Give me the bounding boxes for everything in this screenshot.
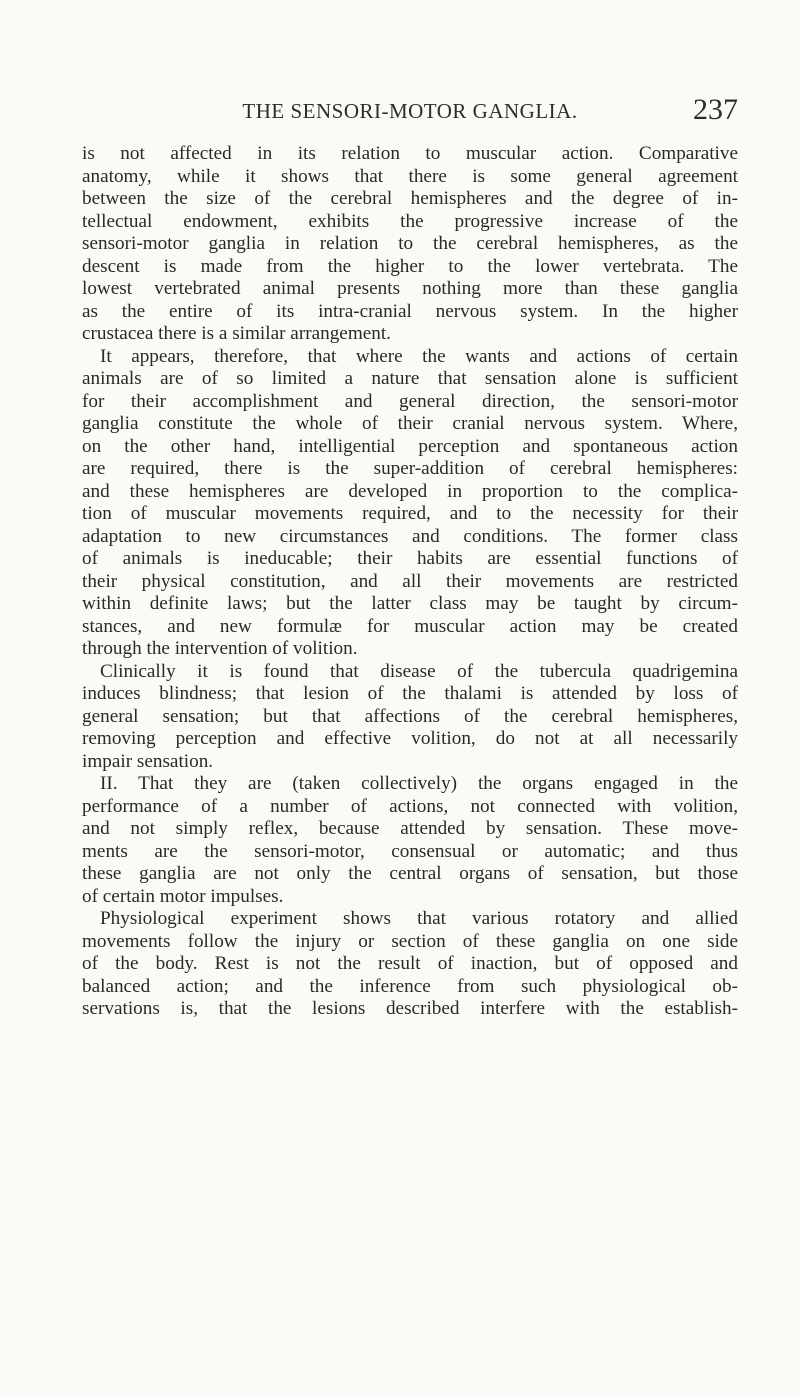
text-line: through the intervention of volition. (82, 638, 358, 659)
text-line: are required, there is the super-addition of cerebral hemispheres: (82, 458, 738, 479)
text-line: is not affected in its relation to muscular action. Comparative (82, 143, 738, 164)
text-line: balanced action; and the inference from such physiological ob- (82, 975, 738, 997)
text-line: performance of a number of actions, not connected with volition, (82, 795, 738, 817)
text-line: ments are the sensori-motor, consensual or automatic; and thus (82, 840, 738, 862)
page-number: 237 (693, 93, 738, 126)
text-line: stances, and new formulæ for muscular action may be created (82, 615, 738, 637)
text-line: movements follow the injury or section of these ganglia on one side (82, 930, 738, 952)
body-text (82, 143, 738, 1021)
text-line: anatomy, while it shows that there is some general agreement (82, 165, 738, 187)
text-line: of certain motor impulses. (82, 885, 284, 907)
text-line: as the entire of its intra-cranial nervous system. In the higher (82, 300, 738, 322)
text-line: sensori-motor ganglia in relation to the cerebral hemispheres, as the (82, 233, 738, 254)
text-line: servations is, that the lesions described interfere with the establish- (82, 998, 738, 1019)
text-line: ganglia constitute the whole of their cranial nervous system. Where, (82, 413, 738, 434)
text-line: II. That they are (taken collectively) the organs engaged in the (100, 773, 738, 794)
text-line: of animals is ineducable; their habits are essential functions of (82, 548, 738, 569)
text-line: and not simply reflex, because attended by sensation. These move- (82, 818, 738, 839)
text-line: Physiological experiment shows that various rotatory and allied (100, 908, 738, 929)
text-line: animals are of so limited a nature that sensation alone is sufficient (82, 368, 738, 389)
text-line: general sensation; but that affections of the cerebral hemispheres, (82, 705, 738, 727)
text-line: removing perception and effective volition, do not at all necessarily (82, 728, 738, 749)
text-line: induces blindness; that lesion of the thalami is attended by loss of (82, 683, 738, 704)
text-line: crustacea there is a similar arrangement. (82, 323, 391, 344)
running-head (82, 93, 738, 133)
text-line: Clinically it is found that disease of the tubercula quadrigemina (100, 660, 738, 682)
text-line: It appears, therefore, that where the wants and actions of certain (100, 345, 738, 367)
text-line: these ganglia are not only the central organs of sensation, but those (82, 863, 738, 884)
text-line: adaptation to new circumstances and conditions. The former class (82, 525, 738, 547)
text-line: lowest vertebrated animal presents nothing more than these ganglia (82, 278, 738, 299)
text-line: and these hemispheres are developed in proportion to the complica- (82, 480, 738, 502)
text-line: tion of muscular movements required, and to the necessity for their (82, 503, 738, 524)
text-line: descent is made from the higher to the lower vertebrata. The (82, 255, 738, 277)
text-line: within definite laws; but the latter class may be taught by circum- (82, 593, 738, 614)
text-line: on the other hand, intelligential perception and spontaneous action (82, 435, 738, 457)
text-line: between the size of the cerebral hemispheres and the degree of in- (82, 188, 738, 209)
text-line: of the body. Rest is not the result of inaction, but of opposed and (82, 953, 738, 974)
text-line: tellectual endowment, exhibits the progressive increase of the (82, 210, 738, 232)
text-line: impair sensation. (82, 750, 214, 772)
running-head-title: THE SENSORI-MOTOR GANGLIA. (242, 99, 578, 123)
text-line: for their accomplishment and general direction, the sensori-motor (82, 390, 738, 412)
text-line: their physical constitution, and all their movements are restricted (82, 570, 738, 592)
